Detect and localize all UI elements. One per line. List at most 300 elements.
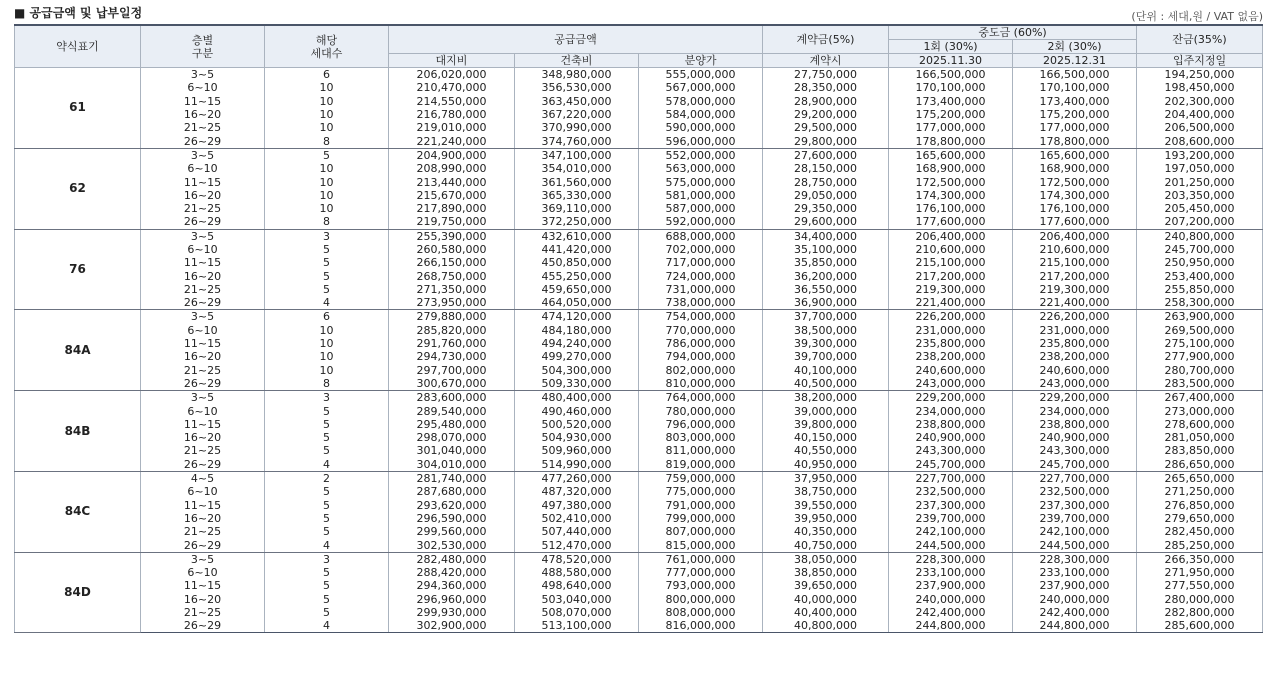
mid1-cell: 221,400,000 bbox=[889, 296, 1013, 310]
balance-cell: 283,850,000 bbox=[1137, 444, 1263, 457]
households-cell: 5 bbox=[265, 525, 389, 538]
mid1-cell: 170,100,000 bbox=[889, 81, 1013, 94]
contract-cell: 27,600,000 bbox=[763, 148, 889, 162]
mid2-cell: 239,700,000 bbox=[1013, 512, 1137, 525]
building-cost-cell: 499,270,000 bbox=[515, 350, 639, 363]
households-cell: 6 bbox=[265, 310, 389, 324]
floor-cell: 11~15 bbox=[141, 95, 265, 108]
sale-price-cell: 581,000,000 bbox=[639, 189, 763, 202]
households-cell: 4 bbox=[265, 538, 389, 552]
floor-cell: 11~15 bbox=[141, 499, 265, 512]
balance-cell: 277,550,000 bbox=[1137, 579, 1263, 592]
households-cell: 10 bbox=[265, 364, 389, 377]
mid2-cell: 245,700,000 bbox=[1013, 458, 1137, 472]
land-cost-cell: 304,010,000 bbox=[389, 458, 515, 472]
floor-cell: 11~15 bbox=[141, 579, 265, 592]
floor-cell: 6~10 bbox=[141, 566, 265, 579]
sale-price-cell: 816,000,000 bbox=[639, 619, 763, 633]
building-cost-cell: 354,010,000 bbox=[515, 162, 639, 175]
balance-cell: 280,700,000 bbox=[1137, 364, 1263, 377]
balance-cell: 278,600,000 bbox=[1137, 418, 1263, 431]
contract-cell: 40,750,000 bbox=[763, 538, 889, 552]
contract-cell: 29,600,000 bbox=[763, 215, 889, 229]
households-cell: 10 bbox=[265, 81, 389, 94]
mid2-cell: 234,000,000 bbox=[1013, 404, 1137, 417]
table-row bbox=[15, 525, 1263, 538]
table-row bbox=[15, 579, 1263, 592]
households-cell: 3 bbox=[265, 229, 389, 243]
land-cost-cell: 273,950,000 bbox=[389, 296, 515, 310]
floor-cell: 21~25 bbox=[141, 606, 265, 619]
mid2-cell: 206,400,000 bbox=[1013, 229, 1137, 243]
building-cost-cell: 477,260,000 bbox=[515, 471, 639, 485]
floor-cell: 16~20 bbox=[141, 108, 265, 121]
header-middle: 중도금 (60%) bbox=[889, 25, 1137, 40]
mid1-cell: 231,000,000 bbox=[889, 324, 1013, 337]
land-cost-cell: 266,150,000 bbox=[389, 256, 515, 269]
land-cost-cell: 295,480,000 bbox=[389, 418, 515, 431]
sale-price-cell: 794,000,000 bbox=[639, 350, 763, 363]
building-cost-cell: 498,640,000 bbox=[515, 579, 639, 592]
header-mid1-date: 2025.11.30 bbox=[889, 54, 1013, 68]
contract-cell: 29,050,000 bbox=[763, 189, 889, 202]
unit-type-cell: 61 bbox=[15, 68, 141, 149]
mid1-cell: 240,900,000 bbox=[889, 431, 1013, 444]
contract-cell: 29,200,000 bbox=[763, 108, 889, 121]
table-row bbox=[15, 108, 1263, 121]
contract-cell: 38,500,000 bbox=[763, 324, 889, 337]
contract-cell: 37,950,000 bbox=[763, 471, 889, 485]
sale-price-cell: 759,000,000 bbox=[639, 471, 763, 485]
households-cell: 10 bbox=[265, 175, 389, 188]
mid1-cell: 239,700,000 bbox=[889, 512, 1013, 525]
mid1-cell: 226,200,000 bbox=[889, 310, 1013, 324]
contract-cell: 37,700,000 bbox=[763, 310, 889, 324]
table-row bbox=[15, 243, 1263, 256]
balance-cell: 204,400,000 bbox=[1137, 108, 1263, 121]
building-cost-cell: 361,560,000 bbox=[515, 175, 639, 188]
mid2-cell: 243,300,000 bbox=[1013, 444, 1137, 457]
mid2-cell: 237,900,000 bbox=[1013, 579, 1137, 592]
header-mid2-date: 2025.12.31 bbox=[1013, 54, 1137, 68]
balance-cell: 201,250,000 bbox=[1137, 175, 1263, 188]
contract-cell: 39,950,000 bbox=[763, 512, 889, 525]
mid1-cell: 238,800,000 bbox=[889, 418, 1013, 431]
mid2-cell: 166,500,000 bbox=[1013, 68, 1137, 82]
sale-price-cell: 786,000,000 bbox=[639, 337, 763, 350]
building-cost-cell: 504,300,000 bbox=[515, 364, 639, 377]
table-row bbox=[15, 256, 1263, 269]
floor-cell: 11~15 bbox=[141, 418, 265, 431]
floor-cell: 11~15 bbox=[141, 256, 265, 269]
balance-cell: 280,000,000 bbox=[1137, 593, 1263, 606]
building-cost-cell: 490,460,000 bbox=[515, 404, 639, 417]
table-body bbox=[15, 68, 1263, 633]
mid2-cell: 172,500,000 bbox=[1013, 175, 1137, 188]
mid2-cell: 177,600,000 bbox=[1013, 215, 1137, 229]
floor-cell: 4~5 bbox=[141, 471, 265, 485]
building-cost-cell: 455,250,000 bbox=[515, 269, 639, 282]
header-floor bbox=[141, 25, 265, 68]
land-cost-cell: 294,730,000 bbox=[389, 350, 515, 363]
sale-price-cell: 777,000,000 bbox=[639, 566, 763, 579]
header-households-label: 해당 세대수 bbox=[310, 33, 343, 60]
sale-price-cell: 819,000,000 bbox=[639, 458, 763, 472]
floor-cell: 6~10 bbox=[141, 81, 265, 94]
table-row bbox=[15, 68, 1263, 82]
land-cost-cell: 213,440,000 bbox=[389, 175, 515, 188]
mid1-cell: 244,800,000 bbox=[889, 619, 1013, 633]
land-cost-cell: 282,480,000 bbox=[389, 552, 515, 566]
table-row bbox=[15, 512, 1263, 525]
table-row bbox=[15, 552, 1263, 566]
table-row bbox=[15, 189, 1263, 202]
unit-type-cell: 62 bbox=[15, 148, 141, 229]
balance-cell: 198,450,000 bbox=[1137, 81, 1263, 94]
table-row bbox=[15, 269, 1263, 282]
households-cell: 10 bbox=[265, 337, 389, 350]
sale-price-cell: 688,000,000 bbox=[639, 229, 763, 243]
balance-cell: 276,850,000 bbox=[1137, 499, 1263, 512]
balance-cell: 282,800,000 bbox=[1137, 606, 1263, 619]
mid1-cell: 238,200,000 bbox=[889, 350, 1013, 363]
mid2-cell: 235,800,000 bbox=[1013, 337, 1137, 350]
households-cell: 3 bbox=[265, 552, 389, 566]
table-row bbox=[15, 538, 1263, 552]
building-cost-cell: 441,420,000 bbox=[515, 243, 639, 256]
unit-type-cell: 84A bbox=[15, 310, 141, 391]
contract-cell: 40,550,000 bbox=[763, 444, 889, 457]
building-cost-cell: 367,220,000 bbox=[515, 108, 639, 121]
sale-price-cell: 770,000,000 bbox=[639, 324, 763, 337]
contract-cell: 40,400,000 bbox=[763, 606, 889, 619]
mid1-cell: 168,900,000 bbox=[889, 162, 1013, 175]
households-cell: 10 bbox=[265, 162, 389, 175]
floor-cell: 11~15 bbox=[141, 337, 265, 350]
floor-cell: 21~25 bbox=[141, 364, 265, 377]
table-row bbox=[15, 95, 1263, 108]
land-cost-cell: 210,470,000 bbox=[389, 81, 515, 94]
mid2-cell: 240,600,000 bbox=[1013, 364, 1137, 377]
building-cost-cell: 494,240,000 bbox=[515, 337, 639, 350]
table-row bbox=[15, 364, 1263, 377]
contract-cell: 40,350,000 bbox=[763, 525, 889, 538]
floor-cell: 3~5 bbox=[141, 68, 265, 82]
balance-cell: 271,950,000 bbox=[1137, 566, 1263, 579]
contract-cell: 40,000,000 bbox=[763, 593, 889, 606]
building-cost-cell: 509,330,000 bbox=[515, 377, 639, 391]
unit-note: (단위 : 세대,원 / VAT 없음) bbox=[1131, 10, 1263, 23]
mid1-cell: 240,000,000 bbox=[889, 593, 1013, 606]
sale-price-cell: 802,000,000 bbox=[639, 364, 763, 377]
sale-price-cell: 590,000,000 bbox=[639, 121, 763, 134]
balance-cell: 206,500,000 bbox=[1137, 121, 1263, 134]
header-building: 건축비 bbox=[515, 54, 639, 68]
contract-cell: 36,200,000 bbox=[763, 269, 889, 282]
balance-cell: 271,250,000 bbox=[1137, 485, 1263, 498]
mid1-cell: 172,500,000 bbox=[889, 175, 1013, 188]
land-cost-cell: 216,780,000 bbox=[389, 108, 515, 121]
sale-price-cell: 811,000,000 bbox=[639, 444, 763, 457]
households-cell: 3 bbox=[265, 391, 389, 405]
contract-cell: 29,500,000 bbox=[763, 121, 889, 134]
contract-cell: 34,400,000 bbox=[763, 229, 889, 243]
balance-cell: 263,900,000 bbox=[1137, 310, 1263, 324]
building-cost-cell: 450,850,000 bbox=[515, 256, 639, 269]
mid1-cell: 229,200,000 bbox=[889, 391, 1013, 405]
sale-price-cell: 793,000,000 bbox=[639, 579, 763, 592]
land-cost-cell: 219,010,000 bbox=[389, 121, 515, 134]
mid1-cell: 166,500,000 bbox=[889, 68, 1013, 82]
building-cost-cell: 374,760,000 bbox=[515, 134, 639, 148]
sale-price-cell: 815,000,000 bbox=[639, 538, 763, 552]
contract-cell: 39,000,000 bbox=[763, 404, 889, 417]
mid2-cell: 231,000,000 bbox=[1013, 324, 1137, 337]
contract-cell: 40,150,000 bbox=[763, 431, 889, 444]
table-row bbox=[15, 471, 1263, 485]
table-row bbox=[15, 350, 1263, 363]
building-cost-cell: 347,100,000 bbox=[515, 148, 639, 162]
floor-cell: 21~25 bbox=[141, 444, 265, 457]
building-cost-cell: 474,120,000 bbox=[515, 310, 639, 324]
contract-cell: 39,550,000 bbox=[763, 499, 889, 512]
floor-cell: 3~5 bbox=[141, 310, 265, 324]
unit-type-cell: 84B bbox=[15, 391, 141, 472]
header-mid1: 1회 (30%) bbox=[889, 40, 1013, 54]
building-cost-cell: 508,070,000 bbox=[515, 606, 639, 619]
table-row bbox=[15, 215, 1263, 229]
mid2-cell: 244,800,000 bbox=[1013, 619, 1137, 633]
land-cost-cell: 302,900,000 bbox=[389, 619, 515, 633]
households-cell: 5 bbox=[265, 444, 389, 457]
contract-cell: 38,200,000 bbox=[763, 391, 889, 405]
building-cost-cell: 513,100,000 bbox=[515, 619, 639, 633]
contract-cell: 29,350,000 bbox=[763, 202, 889, 215]
table-row bbox=[15, 202, 1263, 215]
sale-price-cell: 578,000,000 bbox=[639, 95, 763, 108]
floor-cell: 16~20 bbox=[141, 512, 265, 525]
mid1-cell: 237,900,000 bbox=[889, 579, 1013, 592]
table-row bbox=[15, 404, 1263, 417]
mid1-cell: 237,300,000 bbox=[889, 499, 1013, 512]
land-cost-cell: 206,020,000 bbox=[389, 68, 515, 82]
contract-cell: 39,700,000 bbox=[763, 350, 889, 363]
land-cost-cell: 255,390,000 bbox=[389, 229, 515, 243]
land-cost-cell: 219,750,000 bbox=[389, 215, 515, 229]
mid2-cell: 232,500,000 bbox=[1013, 485, 1137, 498]
balance-cell: 269,500,000 bbox=[1137, 324, 1263, 337]
floor-cell: 21~25 bbox=[141, 525, 265, 538]
households-cell: 5 bbox=[265, 566, 389, 579]
land-cost-cell: 221,240,000 bbox=[389, 134, 515, 148]
unit-type-cell: 84C bbox=[15, 471, 141, 552]
mid2-cell: 242,400,000 bbox=[1013, 606, 1137, 619]
mid1-cell: 242,100,000 bbox=[889, 525, 1013, 538]
households-cell: 5 bbox=[265, 485, 389, 498]
mid2-cell: 174,300,000 bbox=[1013, 189, 1137, 202]
balance-cell: 208,600,000 bbox=[1137, 134, 1263, 148]
land-cost-cell: 288,420,000 bbox=[389, 566, 515, 579]
contract-cell: 28,150,000 bbox=[763, 162, 889, 175]
land-cost-cell: 283,600,000 bbox=[389, 391, 515, 405]
mid2-cell: 229,200,000 bbox=[1013, 391, 1137, 405]
contract-cell: 35,850,000 bbox=[763, 256, 889, 269]
balance-cell: 267,400,000 bbox=[1137, 391, 1263, 405]
households-cell: 8 bbox=[265, 134, 389, 148]
table-row bbox=[15, 296, 1263, 310]
balance-cell: 286,650,000 bbox=[1137, 458, 1263, 472]
land-cost-cell: 296,960,000 bbox=[389, 593, 515, 606]
building-cost-cell: 356,530,000 bbox=[515, 81, 639, 94]
mid1-cell: 215,100,000 bbox=[889, 256, 1013, 269]
balance-cell: 197,050,000 bbox=[1137, 162, 1263, 175]
balance-cell: 202,300,000 bbox=[1137, 95, 1263, 108]
balance-cell: 265,650,000 bbox=[1137, 471, 1263, 485]
building-cost-cell: 484,180,000 bbox=[515, 324, 639, 337]
sale-price-cell: 584,000,000 bbox=[639, 108, 763, 121]
sale-price-cell: 555,000,000 bbox=[639, 68, 763, 82]
header-contract: 계약금(5%) bbox=[763, 25, 889, 54]
table-row bbox=[15, 283, 1263, 296]
mid1-cell: 165,600,000 bbox=[889, 148, 1013, 162]
mid1-cell: 206,400,000 bbox=[889, 229, 1013, 243]
table-row bbox=[15, 229, 1263, 243]
floor-cell: 6~10 bbox=[141, 485, 265, 498]
floor-cell: 26~29 bbox=[141, 377, 265, 391]
land-cost-cell: 279,880,000 bbox=[389, 310, 515, 324]
contract-cell: 28,750,000 bbox=[763, 175, 889, 188]
balance-cell: 273,000,000 bbox=[1137, 404, 1263, 417]
mid1-cell: 227,700,000 bbox=[889, 471, 1013, 485]
sale-price-cell: 807,000,000 bbox=[639, 525, 763, 538]
floor-cell: 16~20 bbox=[141, 350, 265, 363]
table-row bbox=[15, 134, 1263, 148]
mid2-cell: 165,600,000 bbox=[1013, 148, 1137, 162]
land-cost-cell: 285,820,000 bbox=[389, 324, 515, 337]
page-title: ■ 공급금액 및 납부일정 bbox=[14, 6, 143, 20]
header-households bbox=[265, 25, 389, 68]
mid2-cell: 228,300,000 bbox=[1013, 552, 1137, 566]
balance-cell: 255,850,000 bbox=[1137, 283, 1263, 296]
land-cost-cell: 260,580,000 bbox=[389, 243, 515, 256]
land-cost-cell: 208,990,000 bbox=[389, 162, 515, 175]
contract-cell: 40,500,000 bbox=[763, 377, 889, 391]
mid1-cell: 232,500,000 bbox=[889, 485, 1013, 498]
sale-price-cell: 764,000,000 bbox=[639, 391, 763, 405]
mid1-cell: 244,500,000 bbox=[889, 538, 1013, 552]
balance-cell: 205,450,000 bbox=[1137, 202, 1263, 215]
households-cell: 4 bbox=[265, 296, 389, 310]
table-row bbox=[15, 81, 1263, 94]
mid1-cell: 210,600,000 bbox=[889, 243, 1013, 256]
land-cost-cell: 291,760,000 bbox=[389, 337, 515, 350]
sale-price-cell: 775,000,000 bbox=[639, 485, 763, 498]
sale-price-cell: 803,000,000 bbox=[639, 431, 763, 444]
mid2-cell: 240,000,000 bbox=[1013, 593, 1137, 606]
households-cell: 5 bbox=[265, 283, 389, 296]
mid1-cell: 175,200,000 bbox=[889, 108, 1013, 121]
mid1-cell: 242,400,000 bbox=[889, 606, 1013, 619]
building-cost-cell: 369,110,000 bbox=[515, 202, 639, 215]
mid2-cell: 215,100,000 bbox=[1013, 256, 1137, 269]
households-cell: 5 bbox=[265, 269, 389, 282]
mid2-cell: 178,800,000 bbox=[1013, 134, 1137, 148]
mid1-cell: 234,000,000 bbox=[889, 404, 1013, 417]
building-cost-cell: 507,440,000 bbox=[515, 525, 639, 538]
sale-price-cell: 738,000,000 bbox=[639, 296, 763, 310]
header-sale: 분양가 bbox=[639, 54, 763, 68]
mid2-cell: 176,100,000 bbox=[1013, 202, 1137, 215]
building-cost-cell: 363,450,000 bbox=[515, 95, 639, 108]
floor-cell: 3~5 bbox=[141, 229, 265, 243]
mid2-cell: 210,600,000 bbox=[1013, 243, 1137, 256]
land-cost-cell: 301,040,000 bbox=[389, 444, 515, 457]
table-row bbox=[15, 324, 1263, 337]
sale-price-cell: 800,000,000 bbox=[639, 593, 763, 606]
table-row bbox=[15, 619, 1263, 633]
mid1-cell: 235,800,000 bbox=[889, 337, 1013, 350]
land-cost-cell: 299,930,000 bbox=[389, 606, 515, 619]
floor-cell: 3~5 bbox=[141, 391, 265, 405]
mid2-cell: 173,400,000 bbox=[1013, 95, 1137, 108]
households-cell: 5 bbox=[265, 148, 389, 162]
table-row bbox=[15, 121, 1263, 134]
contract-cell: 27,750,000 bbox=[763, 68, 889, 82]
households-cell: 10 bbox=[265, 202, 389, 215]
building-cost-cell: 502,410,000 bbox=[515, 512, 639, 525]
table-row bbox=[15, 606, 1263, 619]
households-cell: 10 bbox=[265, 95, 389, 108]
balance-cell: 203,350,000 bbox=[1137, 189, 1263, 202]
mid1-cell: 219,300,000 bbox=[889, 283, 1013, 296]
land-cost-cell: 281,740,000 bbox=[389, 471, 515, 485]
floor-cell: 26~29 bbox=[141, 215, 265, 229]
land-cost-cell: 287,680,000 bbox=[389, 485, 515, 498]
land-cost-cell: 214,550,000 bbox=[389, 95, 515, 108]
contract-cell: 39,300,000 bbox=[763, 337, 889, 350]
mid1-cell: 233,100,000 bbox=[889, 566, 1013, 579]
floor-cell: 3~5 bbox=[141, 148, 265, 162]
households-cell: 8 bbox=[265, 377, 389, 391]
header-balance-when: 입주지정일 bbox=[1137, 54, 1263, 68]
header-supply-price: 공급금액 bbox=[389, 25, 763, 54]
building-cost-cell: 365,330,000 bbox=[515, 189, 639, 202]
table-row bbox=[15, 444, 1263, 457]
mid2-cell: 170,100,000 bbox=[1013, 81, 1137, 94]
households-cell: 4 bbox=[265, 458, 389, 472]
balance-cell: 266,350,000 bbox=[1137, 552, 1263, 566]
mid2-cell: 233,100,000 bbox=[1013, 566, 1137, 579]
floor-cell: 26~29 bbox=[141, 538, 265, 552]
sale-price-cell: 724,000,000 bbox=[639, 269, 763, 282]
mid2-cell: 177,000,000 bbox=[1013, 121, 1137, 134]
land-cost-cell: 215,670,000 bbox=[389, 189, 515, 202]
sale-price-cell: 761,000,000 bbox=[639, 552, 763, 566]
balance-cell: 258,300,000 bbox=[1137, 296, 1263, 310]
mid2-cell: 242,100,000 bbox=[1013, 525, 1137, 538]
floor-cell: 26~29 bbox=[141, 296, 265, 310]
table-row bbox=[15, 377, 1263, 391]
mid1-cell: 174,300,000 bbox=[889, 189, 1013, 202]
households-cell: 10 bbox=[265, 324, 389, 337]
sale-price-cell: 799,000,000 bbox=[639, 512, 763, 525]
table-header bbox=[15, 25, 1263, 68]
land-cost-cell: 299,560,000 bbox=[389, 525, 515, 538]
mid2-cell: 175,200,000 bbox=[1013, 108, 1137, 121]
header-balance: 잔금(35%) bbox=[1137, 25, 1263, 54]
mid2-cell: 238,800,000 bbox=[1013, 418, 1137, 431]
title-row bbox=[0, 0, 1277, 24]
